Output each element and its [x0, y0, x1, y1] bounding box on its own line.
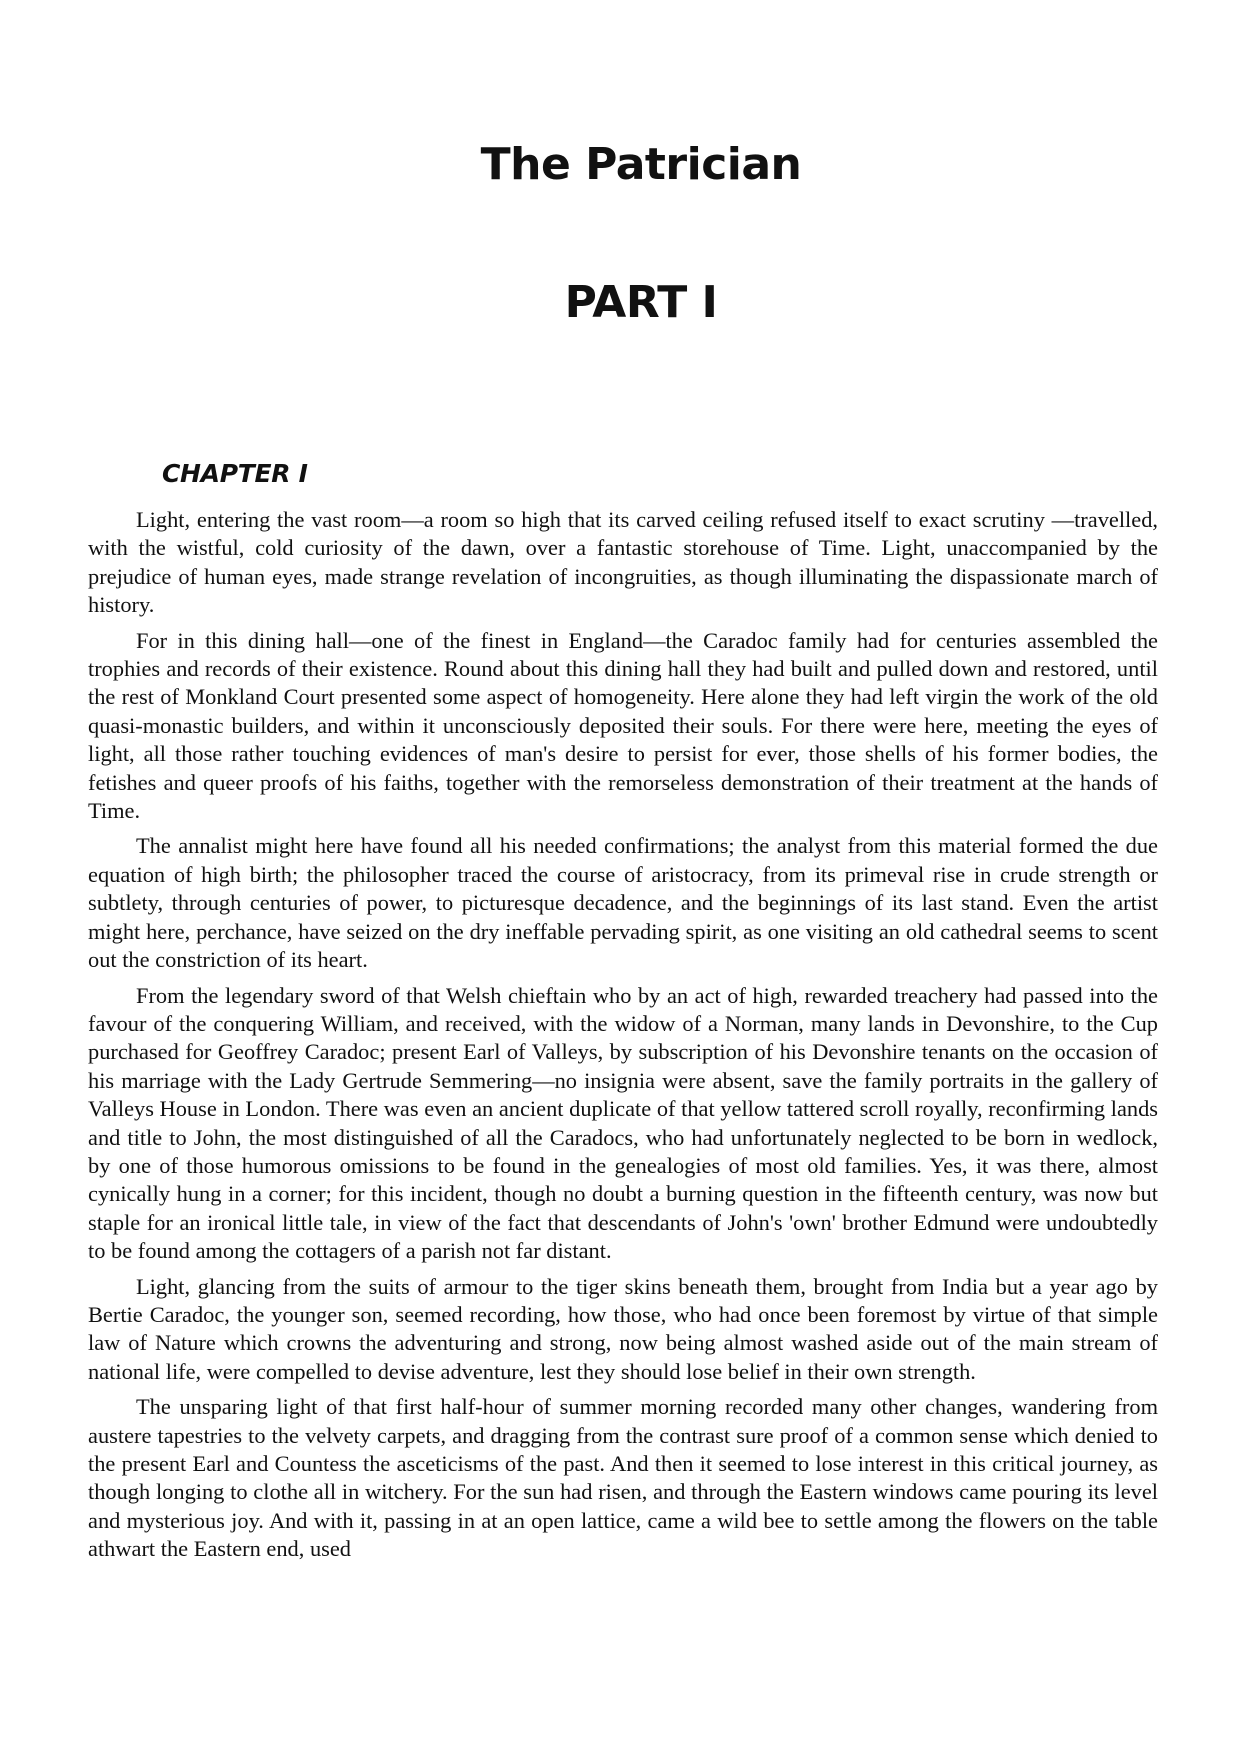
- paragraph: The annalist might here have found all his needed confirmations; the analyst from this material formed the due equation of high birth; the philosopher traced the course of aristocracy, from its primeval rise in crude strength or subtlety, through centuries of power, to picturesque decadence, and the beginnings of its last stand. Even the artist might here, perchance, have seized on the dry ineffable pervading spirit, as one visiting an old cathedral seems to scent out the constriction of its heart.: [88, 833, 1158, 973]
- paragraph: Light, glancing from the suits of armour to the tiger skins beneath them, brought from India but a year ago by Bertie Caradoc, the younger son, seemed recording, how those, who had once been foremost by virtue of that simple law of Nature which crowns the adventuring and strong, now being almost washed aside out of the main stream of national life, were compelled to devise adventure, lest they should lose belief in their own strength.: [88, 1273, 1158, 1384]
- book-title: The Patrician: [480, 139, 802, 190]
- chapter-body: [88, 506, 1158, 1571]
- paragraph: From the legendary sword of that Welsh chieftain who by an act of high, rewarded treachery had passed into the favour of the conquering William, and received, with the widow of a Norman, many lands in Devonshire, to the Cup purchased for Geoffrey Caradoc; present Earl of Valleys, by subscription of his Devonshire tenants on the occasion of his marriage with the Lady Gertrude Semmering—no insignia were absent, save the family portraits in the gallery of Valleys House in London. There was even an ancient duplicate of that yellow tattered scroll royally, reconfirming lands and title to John, the most distinguished of all the Caradocs, who had unfortunately neglected to be born in wedlock, by one of those humorous omissions to be found in the genealogies of most old families. Yes, it was there, almost cynically hung in a corner; for this incident, though no doubt a burning question in the fifteenth century, was now but staple for an ironical little tale, in view of the fact that descendants of John's 'own' brother Edmund were undoubtedly to be found among the cottagers of a parish not far distant.: [88, 982, 1158, 1264]
- chapter-heading: CHAPTER I: [162, 459, 308, 488]
- paragraph: The unsparing light of that first half-hour of summer morning recorded many other changes, wandering from austere tapestries to the velvety carpets, and dragging from the contrast sure proof of a common sense which denied to the present Earl and Countess the asceticisms of the past. And then it seemed to lose interest in this critical journey, as though longing to clothe all in witchery. For the sun had risen, and through the Eastern windows came pouring its level and mysterious joy. And with it, passing in at an open lattice, came a wild bee to settle among the flowers on the table athwart the Eastern end, used: [88, 1394, 1158, 1562]
- part-title: PART I: [564, 277, 718, 328]
- paragraph: Light, entering the vast room—a room so high that its carved ceiling refused itself to exact scrutiny —travelled, with the wistful, cold curiosity of the dawn, over a fantastic storehouse of Time. Light, unaccompanied by the prejudice of human eyes, made strange revelation of incongruities, as though illuminating the dispassionate march of history.: [88, 507, 1158, 618]
- paragraph: For in this dining hall—one of the finest in England—the Caradoc family had for centuries assembled the trophies and records of their existence. Round about this dining hall they had built and pulled down and restored, until the rest of Monkland Court presented some aspect of homogeneity. Here alone they had left virgin the work of the old quasi-monastic builders, and within it unconsciously deposited their souls. For there were here, meeting the eyes of light, all those rather touching evidences of man's desire to persist for ever, those shells of his former bodies, the fetishes and queer proofs of his faiths, together with the remorseless demonstration of their treatment at the hands of Time.: [88, 627, 1158, 824]
